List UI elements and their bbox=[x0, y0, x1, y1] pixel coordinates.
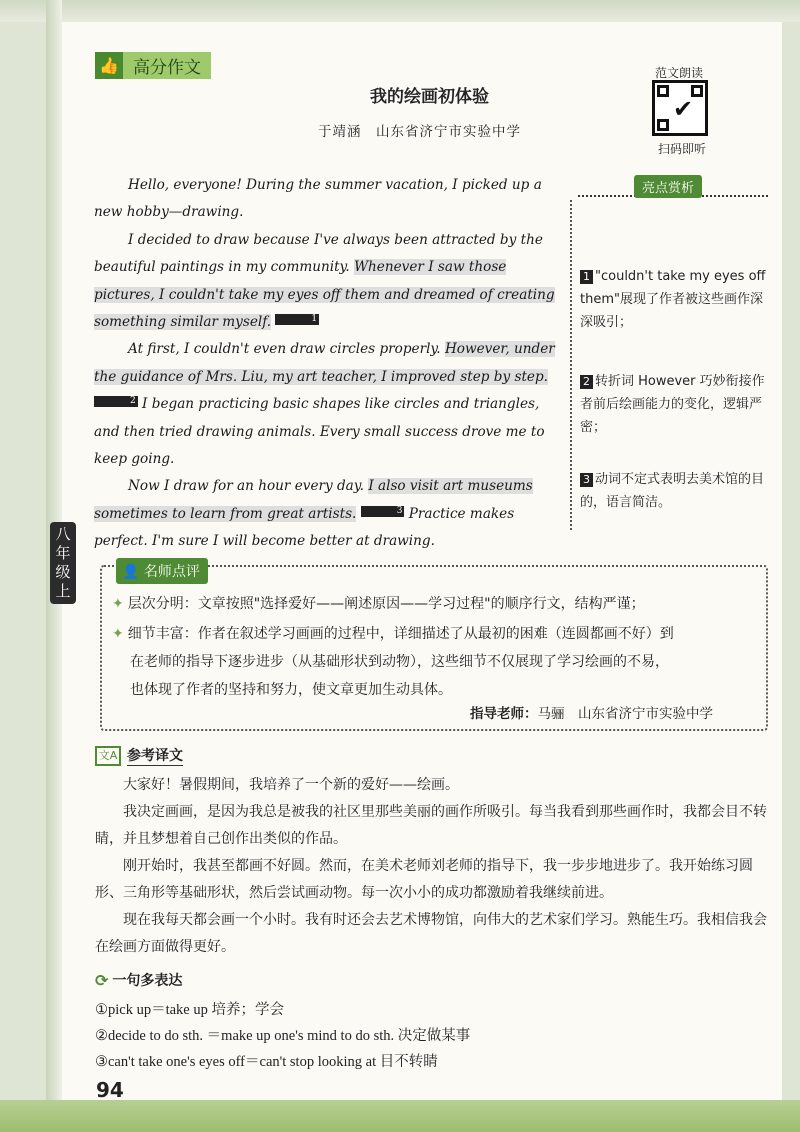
check-icon: ✔ bbox=[673, 95, 694, 123]
expression-item: ②decide to do sth. ＝make up one's mind to do sth. 决定做某事 bbox=[95, 1028, 471, 1044]
review-item-cont: 在老师的指导下逐步进步（从基础形状到动物），这些细节不仅展现了学习绘画的不易， bbox=[130, 654, 669, 670]
review-item-cont: 也体现了作者的坚持和努力，使文章更加生动具体。 bbox=[130, 682, 452, 698]
essay-body bbox=[94, 172, 560, 556]
expression-item: ①pick up＝take up 培养；学会 bbox=[95, 1002, 284, 1018]
essay-author: 于靖涵 山东省济宁市实验中学 bbox=[318, 124, 521, 140]
expressions-header: ⟳ 一句多表达 bbox=[95, 970, 183, 990]
review-item: ✦ 层次分明：文章按照"选择爱好——阐述原因——学习过程"的顺序行文，结构严谨； bbox=[112, 596, 645, 612]
marker: 2 bbox=[94, 396, 138, 407]
person-icon: 👤 bbox=[122, 564, 140, 580]
sparkle-icon: ✦ bbox=[112, 596, 124, 612]
review-item: ✦ 细节丰富：作者在叙述学习画画的过程中，详细描述了从最初的困难（连圆都画不好）到 bbox=[112, 626, 674, 642]
section-header bbox=[95, 52, 211, 79]
translate-icon: 文A bbox=[95, 746, 121, 766]
grade-tab: 八年级上 bbox=[50, 522, 76, 604]
highlight: I also visit art museums sometimes to learn from great artists. bbox=[94, 478, 533, 522]
page-number: 94 bbox=[96, 1078, 124, 1102]
translation-body bbox=[95, 772, 767, 961]
essay-paragraph: I decided to draw because I've always been attracted by the beautiful paintings in my community. Whenever I saw those pictures, I couldn't take my eyes off them and dreamed of creating something similar myself. 1 bbox=[94, 231, 555, 331]
section-header-label: 高分作文 bbox=[123, 52, 211, 79]
highlights-label: 亮点赏析 bbox=[634, 175, 702, 198]
highlight-note: 2 转折词 However 巧妙衔接作者前后绘画能力的变化，逻辑严密； bbox=[580, 374, 765, 435]
highlight: However, under the guidance of Mrs. Liu, my art teacher, I improved step by step. bbox=[94, 341, 555, 385]
highlight-note: 1 "couldn't take my eyes off them"展现了作者被这些画作深深吸引； bbox=[580, 269, 766, 330]
teacher-credit: 指导老师：马骊 山东省济宁市实验中学 bbox=[470, 706, 713, 722]
translation-paragraph: 我决定画画，是因为我总是被我的社区里那些美丽的画作所吸引。每当我看到那些画作时，我都会目不转睛，并且梦想着自己创作出类似的作品。 bbox=[95, 804, 767, 847]
marker: 3 bbox=[361, 506, 405, 517]
qr-top-label: 范文朗读 bbox=[655, 66, 704, 80]
highlight-note: 3 动词不定式表明去美术馆的目的，语言简洁。 bbox=[580, 472, 765, 510]
qr-bottom-label: 扫码即听 bbox=[658, 142, 707, 156]
translation-paragraph: 现在我每天都会画一个小时。我有时还会去艺术博物馆，向伟大的艺术家们学习。熟能生巧。我相信我会在绘画方面做得更好。 bbox=[95, 912, 767, 955]
essay-paragraph: At first, I couldn't even draw circles properly. However, under the guidance of Mrs. Liu, my art teacher, I improved step by step. 2 I began practicing basic shapes like circles and triangles, and then tried drawing animals. Every small success drove me to keep going. bbox=[94, 341, 555, 468]
translation-paragraph: 大家好！暑假期间，我培养了一个新的爱好——绘画。 bbox=[123, 777, 459, 793]
review-header: 👤 名师点评 bbox=[116, 558, 208, 584]
essay-title: 我的绘画初体验 bbox=[370, 87, 489, 107]
refresh-icon: ⟳ bbox=[95, 970, 109, 990]
highlight: Whenever I saw those pictures, I couldn't take my eyes off them and dreamed of creating something similar myself. bbox=[94, 259, 555, 331]
marker: 1 bbox=[275, 314, 319, 325]
divider bbox=[570, 200, 572, 530]
essay-paragraph: Now I draw for an hour every day. I also visit art museums sometimes to learn from great artists. 3 Practice makes perfect. I'm sure I will become better at drawing. bbox=[94, 478, 533, 550]
top-edge bbox=[0, 0, 800, 22]
thumbs-up-icon: 👍 bbox=[95, 52, 123, 79]
translation-header: 文A 参考译文 bbox=[95, 745, 183, 766]
expression-item: ③can't take one's eyes off＝can't stop looking at 目不转睛 bbox=[95, 1054, 438, 1070]
essay-paragraph: Hello, everyone! During the summer vacation, I picked up a new hobby—drawing. bbox=[94, 177, 542, 221]
translation-paragraph: 刚开始时，我甚至都画不好圆。然而，在美术老师刘老师的指导下，我一步步地进步了。我开始练习圆形、三角形等基础形状，然后尝试画动物。每一次小小的成功都激励着我继续前进。 bbox=[95, 858, 753, 901]
qr-code[interactable] bbox=[652, 80, 708, 136]
sparkle-icon: ✦ bbox=[112, 626, 124, 642]
bottom-edge bbox=[0, 1100, 800, 1132]
highlights-header bbox=[578, 175, 768, 197]
